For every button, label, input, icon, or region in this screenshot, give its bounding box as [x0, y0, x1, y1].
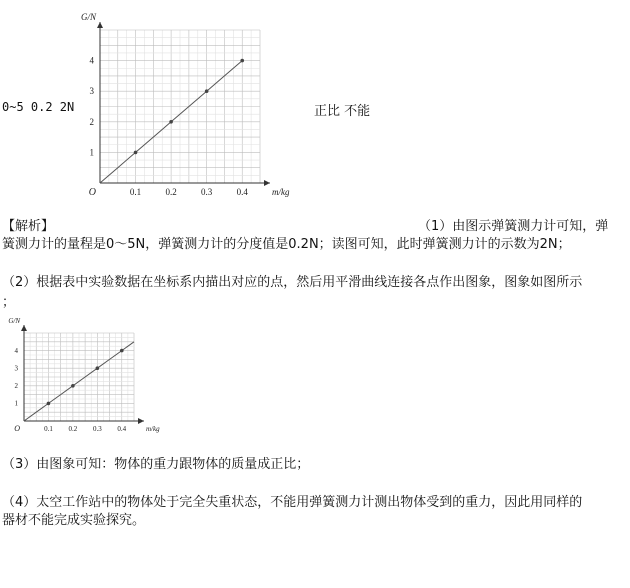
data-point [134, 151, 138, 155]
y-axis-label: G/N [8, 318, 20, 325]
x-tick-label: 0.1 [129, 187, 142, 197]
y-tick-label: 1 [89, 147, 94, 158]
x-axis-label: m/kg [146, 425, 160, 433]
y-axis-arrow [97, 22, 103, 28]
y-tick-label: 4 [14, 346, 18, 355]
analysis-p4-line1: （4）太空工作站中的物体处于完全失重状态，不能用弹簧测力计测出物体受到的重力，因此用同样的 [2, 495, 583, 510]
y-axis-arrow [21, 325, 27, 331]
analysis-p1-line1: （1）由图示弹簧测力计可知，弹 [418, 219, 609, 234]
y-tick-label: 3 [89, 86, 94, 97]
analysis-p1-line2: 簧测力计的量程是0～5N，弹簧测力计的分度值是0.2N；读图可知，此时弹簧测力计的示数为2N； [2, 237, 571, 252]
data-point [120, 349, 124, 353]
y-tick-label: 3 [14, 364, 18, 373]
data-point [205, 89, 209, 93]
data-point [96, 366, 100, 370]
answer-part1: 0~5 0.2 2N [2, 100, 75, 114]
analysis-heading: 【解析】 [2, 219, 55, 234]
analysis-p2-line1: （2）根据表中实验数据在坐标系内描出对应的点，然后用平滑曲线连接各点作出图象，图象如图所示 [2, 275, 583, 290]
data-point [169, 120, 173, 124]
data-point [240, 59, 244, 63]
x-tick-label: 0.4 [117, 425, 127, 433]
x-axis-arrow [138, 418, 144, 424]
x-tick-label: 0.2 [68, 425, 78, 433]
x-tick-label: 0.1 [44, 425, 53, 433]
y-axis-label: G/N [80, 12, 96, 22]
analysis-p4-line2: 器材不能完成实验探究。 [2, 513, 146, 528]
answer-part3-4: 正比 不能 [314, 104, 371, 119]
y-tick-label: 1 [14, 399, 18, 408]
x-axis-label: m/kg [272, 187, 290, 197]
data-point [47, 402, 51, 406]
analysis-p2-line2: ； [2, 295, 16, 310]
origin-label: O [14, 424, 20, 433]
data-point [71, 384, 75, 388]
x-tick-label: 0.4 [236, 187, 248, 197]
y-tick-label: 4 [89, 55, 94, 66]
chart-top [70, 12, 330, 197]
y-tick-label: 2 [14, 382, 18, 391]
x-tick-label: 0.3 [201, 187, 213, 197]
origin-label: O [88, 187, 96, 197]
y-tick-label: 2 [89, 116, 94, 127]
chart-bottom [0, 318, 165, 438]
x-axis-arrow [264, 180, 270, 186]
x-tick-label: 0.3 [92, 425, 102, 433]
x-tick-label: 0.2 [165, 187, 177, 197]
analysis-p3: （3）由图象可知：物体的重力跟物体的质量成正比； [2, 457, 310, 472]
